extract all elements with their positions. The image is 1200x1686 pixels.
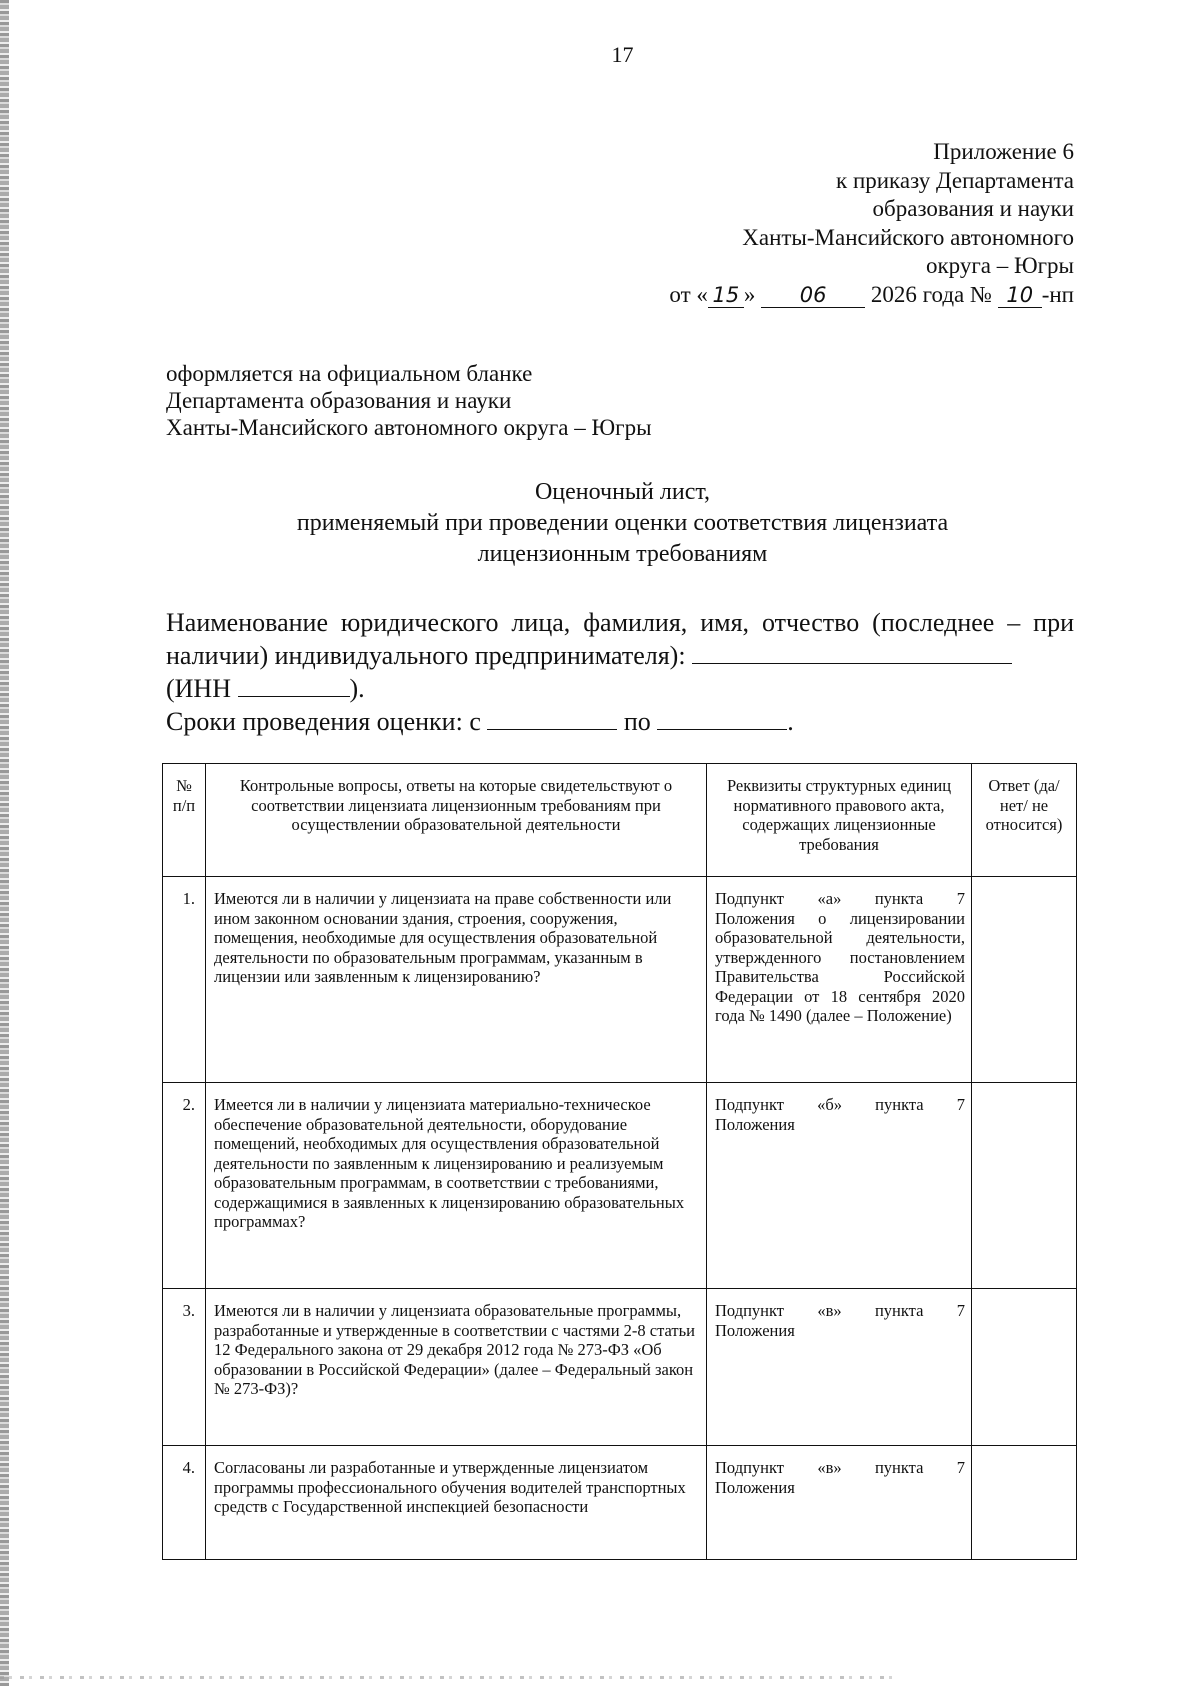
req-word: пункта (874, 1301, 924, 1320)
handwritten-order-number: 10 (998, 283, 1042, 308)
name-field-label-line2: наличии) индивидуального предпринимателя): (166, 641, 686, 670)
handwritten-day: 15 (708, 283, 744, 308)
note-line: Департамента образования и науки (166, 388, 512, 413)
req-word: пункта (874, 889, 924, 908)
req-word: «б» (817, 1095, 843, 1114)
req-word: Подпункт (715, 1095, 785, 1114)
name-blank-line (692, 639, 1012, 664)
order-date-line (669, 281, 1074, 310)
req-word: Подпункт (715, 1458, 785, 1477)
row-number: 1. (163, 877, 206, 1083)
row-question: Имеется ли в наличии у лицензиата материально-техническое обеспечение образовательной деятельности, оборудование помещений, необходимых для осуществления образовательной деятельности по заявленным к лицензированию и реализуемым образовательным программам, в соответствии с требованиями, содержащимися в заявленных к лицензированию образовательных программах? (206, 1083, 707, 1289)
row-answer-cell[interactable] (972, 1446, 1077, 1560)
inn-suffix: ). (349, 674, 365, 703)
header-answer: Ответ (да/нет/ не относится) (972, 764, 1077, 877)
row-question: Имеются ли в наличии у лицензиата на праве собственности или ином законном основании здания, строения, сооружения, помещения, необходимые для осуществления образовательной деятельности по образовательным программам, указанным в лицензии или заявленным к лицензированию? (206, 877, 707, 1083)
year-text: 2026 года № (870, 281, 992, 307)
appendix-line: к приказу Департамента (836, 167, 1074, 193)
requisite-rest: Положения (715, 1114, 795, 1134)
requisite-first-line (715, 1095, 965, 1115)
title-line: применяемый при проведении оценки соответствия лицензиата (296, 510, 949, 536)
period-end: . (787, 707, 794, 736)
requisite-first-line (715, 1458, 965, 1478)
period-from-blank (487, 705, 617, 730)
table-row (163, 877, 1077, 1083)
title-line: Оценочный лист, (534, 479, 711, 505)
row-answer-cell[interactable] (972, 877, 1077, 1083)
req-word: 7 (956, 889, 965, 908)
inn-prefix: (ИНН (166, 674, 231, 703)
licensee-fields (166, 606, 1074, 738)
requisite-first-line (715, 889, 965, 909)
scan-edge-artifact (0, 0, 9, 1686)
period-prefix: Сроки проведения оценки: с (166, 707, 481, 736)
header-question: Контрольные вопросы, ответы на которые свидетельствуют о соответствии лицензиата лицензионным требованиям при осуществлении образовательной деятельности (206, 764, 707, 877)
req-word: «в» (817, 1301, 842, 1320)
note-line: Ханты-Мансийского автономного округа – Югры (166, 415, 652, 440)
requisite-rest: Положения о лицензировании образовательной деятельности, утвержденного постановлением Правительства Российской Федерации от 18 сентября 2020 года № 1490 (далее – Положение) (715, 908, 965, 1025)
date-day-close: » (743, 281, 756, 307)
date-prefix: от « (669, 281, 708, 307)
page-number: 17 (611, 42, 634, 67)
period-field (166, 705, 1074, 738)
scan-bottom-artifact (0, 1676, 900, 1679)
document-title (0, 477, 1200, 570)
period-middle: по (623, 707, 651, 736)
req-word: пункта (875, 1095, 924, 1114)
order-suffix: -нп (1041, 281, 1074, 307)
req-word: 7 (956, 1458, 965, 1477)
row-question: Имеются ли в наличии у лицензиата образовательные программы, разработанные и утвержденные в соответствии с частями 2-8 статьи 12 Федерального закона от 29 декабря 2012 года № 273-ФЗ «Об образовании в Российской Федерации» (далее – Федеральный закон № 273-ФЗ)? (206, 1289, 707, 1446)
table-header-row (163, 764, 1077, 877)
table-row (163, 1289, 1077, 1446)
row-number: 3. (163, 1289, 206, 1446)
header-num: № п/п (163, 764, 206, 877)
row-answer-cell[interactable] (972, 1289, 1077, 1446)
header-requisites: Реквизиты структурных единиц нормативного правового акта, содержащих лицензионные требования (707, 764, 972, 877)
handwritten-month: 06 (761, 283, 865, 308)
table-row (163, 1446, 1077, 1560)
appendix-line: Приложение 6 (933, 139, 1074, 164)
table-row (163, 1083, 1077, 1289)
checklist-table (162, 763, 1077, 1560)
title-line: лицензионным требованиям (477, 541, 768, 567)
req-word: 7 (956, 1095, 965, 1114)
period-to-blank (657, 705, 787, 730)
inn-field (166, 672, 1074, 705)
row-question: Согласованы ли разработанные и утвержденные лицензиатом программы профессионального обучения водителей транспортных средств с Государственной инспекцией безопасности (206, 1446, 707, 1560)
req-word: Подпункт (715, 1301, 785, 1320)
row-requisites (707, 877, 972, 1083)
requisite-rest: Положения (715, 1320, 795, 1340)
appendix-line: образования и науки (872, 196, 1074, 221)
official-blank-note (166, 360, 652, 441)
inn-blank-line (238, 672, 350, 697)
row-requisites (707, 1446, 972, 1560)
row-answer-cell[interactable] (972, 1083, 1077, 1289)
row-requisites (707, 1289, 972, 1446)
req-word: Подпункт (715, 889, 785, 908)
row-requisites (707, 1083, 972, 1289)
requisite-first-line (715, 1301, 965, 1321)
appendix-line: Ханты-Мансийского автономного (742, 224, 1074, 250)
req-word: «в» (817, 1458, 842, 1477)
req-word: «а» (817, 889, 842, 908)
appendix-block (669, 138, 1074, 309)
appendix-line: округа – Югры (925, 253, 1074, 278)
req-word: 7 (956, 1301, 965, 1320)
req-word: пункта (874, 1458, 924, 1477)
row-number: 2. (163, 1083, 206, 1289)
row-number: 4. (163, 1446, 206, 1560)
name-field-line2 (166, 639, 1074, 672)
name-field-label-line1: Наименование юридического лица, фамилия, имя, отчество (последнее – при (166, 608, 1074, 637)
requisite-rest: Положения (715, 1477, 795, 1497)
note-line: оформляется на официальном бланке (166, 361, 533, 386)
